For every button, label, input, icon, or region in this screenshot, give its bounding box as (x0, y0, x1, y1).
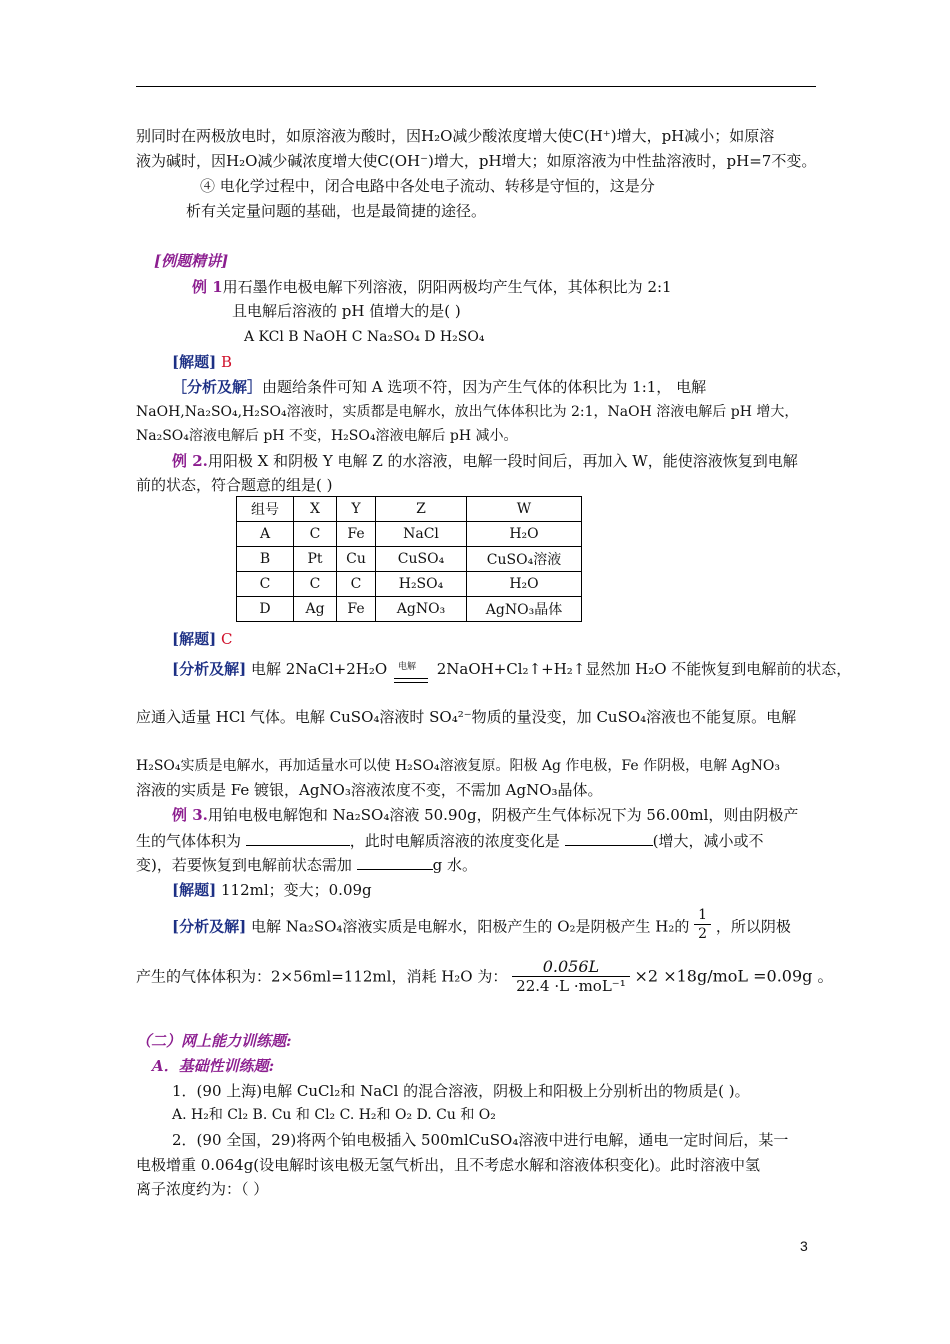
table-cell: NaCl (376, 522, 467, 547)
table-header-cell: W (467, 497, 582, 522)
ex1-analysis-label: ［分析及解］ (172, 378, 263, 396)
section2-subtitle: A．基础性训练题: (152, 1057, 275, 1075)
ex1-analysis-1: ［分析及解］由题给条件可知 A 选项不符，因为产生气体的体积比为 1:1， 电解 (172, 378, 707, 396)
ex1-question-1 (192, 276, 672, 298)
table-row (237, 522, 582, 547)
table-header-cell: X (294, 497, 337, 522)
ex2-analysis-2: 应通入适量 HCl 气体。电解 CuSO₄溶液时 SO₄²⁻物质的量没变，加 CuSO₄溶液也不能复原。电解 (136, 708, 797, 726)
electrolysis-arrow: 电解 (392, 658, 432, 680)
intro-line-1: 别同时在两极放电时，如原溶液为酸时，因H₂O减少酸浓度增大使C(H⁺)增大，pH减小；如原溶 (136, 127, 775, 145)
ex2-analysis-1: [分析及解] 电解 2NaCl+2H₂O 电解 2NaOH+Cl₂↑+H₂↑显然加 H₂O 不能恢复到电解前的状态， (172, 658, 851, 680)
ex3-answer (172, 879, 372, 901)
ex3-question-2: 生的气体体积为 ，此时电解质溶液的浓度变化是 (增大，减小或不 (136, 829, 763, 851)
ex2-analysis-3: H₂SO₄实质是电解水，再加适量水可以使 H₂SO₄溶液复原。阳极 Ag 作电极，Fe 作阴极，电解 AgNO₃ (136, 758, 780, 774)
table-cell: B (237, 547, 294, 572)
ex2-analysis-4: 溶液的实质是 Fe 镀银，AgNO₃溶液浓度不变，不需加 AgNO₃晶体。 (136, 781, 603, 799)
table-cell: Ag (294, 597, 337, 622)
table-cell: CuSO₄溶液 (467, 547, 582, 572)
ex1-answer-label: [解题] (172, 353, 217, 371)
ex1-options: A KCl B NaOH C Na₂SO₄ D H₂SO₄ (244, 329, 485, 345)
ex1-label: 例 1 (192, 278, 223, 296)
half-fraction: $\frac{1}{2}$ (694, 906, 711, 943)
table-cell: H₂O (467, 522, 582, 547)
ex1-analysis-3: Na₂SO₄溶液电解后 pH 不变，H₂SO₄溶液电解后 pH 减小。 (136, 428, 518, 444)
answer-blank[interactable] (357, 853, 433, 870)
table-row (237, 572, 582, 597)
section2-title: （二）网上能力训练题: (136, 1032, 292, 1050)
q2-line-2: 电极增重 0.064g(设电解时该电极无氢气析出，且不考虑水解和溶液体积变化)。此时溶液中氢 (136, 1156, 761, 1174)
ex2-label: 例 2. (172, 452, 208, 470)
table-cell: AgNO₃晶体 (467, 597, 582, 622)
ex2-table (236, 496, 582, 622)
answer-blank[interactable] (246, 829, 350, 846)
q1-text: 1．(90 上海)电解 CuCl₂和 NaCl 的混合溶液，阴极上和阳极上分别析出的物质是( )。 (172, 1082, 750, 1100)
q2-line-1: 2．(90 全国，29)将两个铂电极插入 500mlCuSO₄溶液中进行电解，通电一定时间后，某一 (172, 1131, 789, 1149)
ex2-question-2: 前的状态，符合题意的组是( ) (136, 476, 333, 494)
ex2-question-1: 例 2.用阳极 X 和阴极 Y 电解 Z 的水溶液，电解一段时间后，再加入 W，能使溶液恢复到电解 (172, 452, 798, 470)
ex1-answer-value: B (220, 353, 233, 371)
ex3-analysis-label: [分析及解] (172, 917, 247, 936)
q2-line-3: 离子浓度约为：（ ） (136, 1180, 269, 1198)
intro-line-2: 液为碱时，因H₂O减少碱浓度增大使C(OH⁻)增大，pH增大；如原溶液为中性盐溶液时，pH=7不变。 (136, 152, 817, 170)
table-cell: D (237, 597, 294, 622)
ex2-answer-label: [解题] (172, 630, 217, 648)
section-title: [例题精讲] (154, 252, 229, 270)
table-cell: C (237, 572, 294, 597)
ex2-analysis-label: [分析及解] (172, 660, 247, 678)
table-cell: Fe (337, 597, 376, 622)
answer-blank[interactable] (565, 829, 653, 846)
ex1-question-2: 且电解后溶液的 pH 值增大的是( ) (232, 302, 461, 320)
intro-line-4: 析有关定量问题的基础，也是最简捷的途径。 (186, 202, 487, 220)
table-row (237, 597, 582, 622)
ex1-answer (172, 351, 232, 373)
ex3-question-3: 变)，若要恢复到电解前状态需加 g 水。 (136, 853, 477, 875)
ex2-answer (172, 628, 232, 650)
q1-options: A. H₂和 Cl₂ B. Cu 和 Cl₂ C. H₂和 O₂ D. Cu 和 O₂ (172, 1107, 496, 1123)
table-header-cell: 组号 (237, 497, 294, 522)
page-number: 3 (800, 1238, 808, 1254)
table-cell: Cu (337, 547, 376, 572)
ex2-answer-value: C (220, 630, 233, 648)
table-cell: A (237, 522, 294, 547)
ex1-analysis-2: NaOH,Na₂SO₄,H₂SO₄溶液时，实质都是电解水，放出气体体积比为 2:1，NaOH 溶液电解后 pH 增大， (136, 404, 799, 420)
header-rule (136, 86, 816, 87)
ex1-q1: 用石墨作电极电解下列溶液，阴阳两极均产生气体，其体积比为 2:1 (222, 278, 672, 296)
table-cell: AgNO₃ (376, 597, 467, 622)
table-cell: C (337, 572, 376, 597)
ex3-question-1: 例 3.用铂电极电解饱和 Na₂SO₄溶液 50.90g，阴极产生气体标况下为 56.00ml，则由阴极产 (172, 806, 799, 824)
ex3-analysis-2: 产生的气体体积为：2×56ml=112ml，消耗 H₂O 为： $\frac{0.056L}{\text{22.4 ·L ·moL⁻¹}}$ ×2 ×18g/moL =0.09g 。 (136, 957, 834, 995)
table-cell: CuSO₄ (376, 547, 467, 572)
table-cell: C (294, 572, 337, 597)
table-row (237, 547, 582, 572)
ex3-answer-value: 112ml；变大；0.09g (220, 881, 372, 899)
ex3-analysis-1: [分析及解] 电解 Na₂SO₄溶液实质是电解水，阳极产生的 O₂是阴极产生 H₂的 $\frac{1}{2}$ ，所以阴极 (172, 907, 791, 942)
calc-fraction: $\frac{0.056L}{\text{22.4 ·L ·moL⁻¹}}$ (512, 958, 630, 995)
table-cell: Fe (337, 522, 376, 547)
table-cell: H₂O (467, 572, 582, 597)
table-header-row (237, 497, 582, 522)
table-cell: H₂SO₄ (376, 572, 467, 597)
table-cell: C (294, 522, 337, 547)
intro-line-3: ④ 电化学过程中，闭合电路中各处电子流动、转移是守恒的，这是分 (200, 177, 655, 195)
ex3-label: 例 3. (172, 806, 208, 824)
table-header-cell: Z (376, 497, 467, 522)
table-header-cell: Y (337, 497, 376, 522)
table-cell: Pt (294, 547, 337, 572)
ex3-answer-label: [解题] (172, 881, 217, 899)
